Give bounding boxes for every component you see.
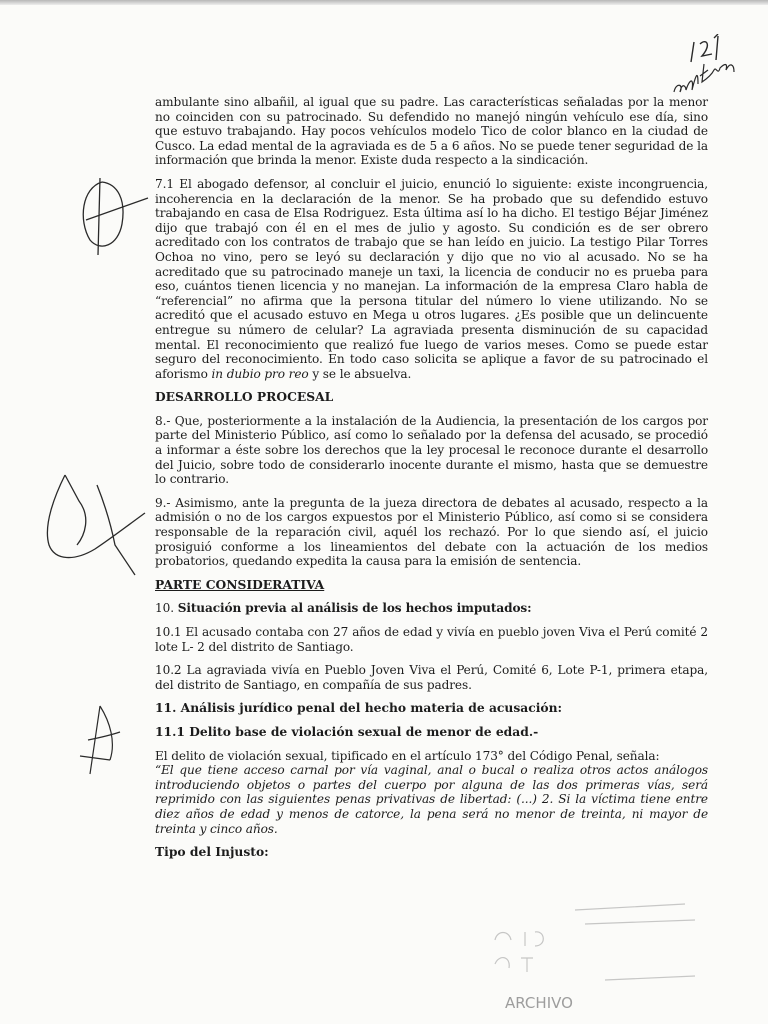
paragraph-7-1	[155, 177, 708, 381]
paragraph-delito: El delito de violación sexual, tipificado en el artículo 173° del Código Penal, señala:	[155, 748, 660, 763]
latin-maxim: in dubio pro reo	[211, 366, 309, 381]
heading-tipo-injusto: Tipo del Injusto:	[155, 844, 269, 860]
paragraph-10-1: 10.1 El acusado contaba con 27 años de edad y vivía en pueblo joven Viva el Perú comité 2 lote L- 2 del distrito de Santiago.	[155, 625, 708, 654]
paragraph-10-heading	[155, 601, 708, 616]
stamp-text: ARCHIVO	[505, 994, 573, 1012]
paragraph-defense-arguments: ambulante sino albañil, al igual que su padre. Las características señaladas por la menor no coinciden con su patrocinado. Su defendido no manejó ningún vehículo ese día, sino que estuvo trabajando. Hay pocos vehículos modelo Tico de color blanco en la ciudad de Cusco. La edad mental de la agraviada es de 5 a 6 años. No se puede tener seguridad de la información que brinda la menor. Existe duda respecto a la sindicación.	[155, 95, 708, 168]
heading-11: 11. Análisis jurídico penal del hecho materia de acusación:	[155, 700, 563, 716]
handwritten-page-number	[672, 34, 748, 104]
paragraph-10-title: Situación previa al análisis de los hechos imputados:	[177, 601, 532, 616]
paragraph-10-number: 10.	[155, 601, 174, 616]
legal-quotation: “El que tiene acceso carnal por vía vaginal, anal o bucal o realiza otros actos análogos introduciendo objetos o partes del cuerpo por alguna de las dos primeras vías, será reprimido con las siguientes penas privativas de libertad: (...) 2. Si la víctima tiene entre diez años de edad y menos de catorce, la pena será no menor de treinta, ni mayor de treinta y cinco años.	[155, 763, 708, 836]
heading-11-1: 11.1 Delito base de violación sexual de menor de edad.-	[155, 723, 539, 739]
signature-mark-3	[70, 700, 130, 780]
heading-desarrollo-procesal: DESARROLLO PROCESAL	[155, 389, 334, 405]
paragraph-7-1-end: y se le absuelva.	[312, 366, 412, 381]
signature-mark-2	[35, 465, 155, 580]
heading-parte-considerativa: PARTE CONSIDERATIVA	[155, 576, 325, 592]
faded-archive-stamp	[485, 880, 705, 1020]
paragraph-7-1-text: 7.1 El abogado defensor, al concluir el juicio, enunció lo siguiente: existe incongruencia, incoherencia en la declaración de la menor. Se ha probado que su defendido estuvo trabajando en casa de Elsa Rodriguez. Esta última así lo ha dicho. El testigo Béjar Jiménez dijo que trabajó con él en el mes de julio y agosto. Su condición es de ser obrero acreditado con los contratos de trabajo que se han leído en juicio. La testigo Pilar Torres Ochoa no vino, pero se leyó su declaración y dijo que no vio al acusado. No se ha acreditado que su patrocinado maneje un taxi, la licencia de conducir no es prueba para eso, cuántos tienen licencia y no manejan. La información de la empresa Claro habla de “referencial” no afirma que la persona titular del número lo viene utilizando. No se acreditó que el acusado estuvo en Mega u otros lugares. ¿Es posible que un delincuente entregue su número de celular? La agraviada presenta disminución de su capacidad mental. El reconocimiento que realizó fue luego de varios meses. Como se puede estar seguro del reconocimiento. En todo caso solicita se aplique a favor de su patrocinado el aforismo	[155, 176, 708, 381]
paragraph-10-2: 10.2 La agraviada vivía en Pueblo Joven Viva el Perú, Comité 6, Lote P-1, primera etapa, del distrito de Santiago, en compañía de sus padres.	[155, 663, 708, 692]
signature-mark-1	[72, 160, 152, 260]
document-body	[155, 95, 708, 869]
paragraph-8: 8.- Que, posteriormente a la instalación de la Audiencia, la presentación de los cargos por parte del Ministerio Público, así como lo señalado por la defensa del acusado, se procedió a informar a éste sobre los derechos que la ley procesal le reconoce durante el desarrollo del Juicio, sobre todo de considerarlo inocente durante el mismo, hasta que se demuestre lo contrario.	[155, 413, 708, 487]
paragraph-9: 9.- Asimismo, ante la pregunta de la jueza directora de debates al acusado, respecto a la admisión o no de los cargos expuestos por el Ministerio Público, así como si se considera responsable de la reparación civil, aquél los rechazó. Por lo que siendo así, el juicio prosiguió conforme a los lineamientos del debate con la actuación de los medios probatorios, quedando expedita la causa para la emisión de sentencia.	[155, 495, 708, 569]
scan-top-edge	[0, 0, 768, 5]
